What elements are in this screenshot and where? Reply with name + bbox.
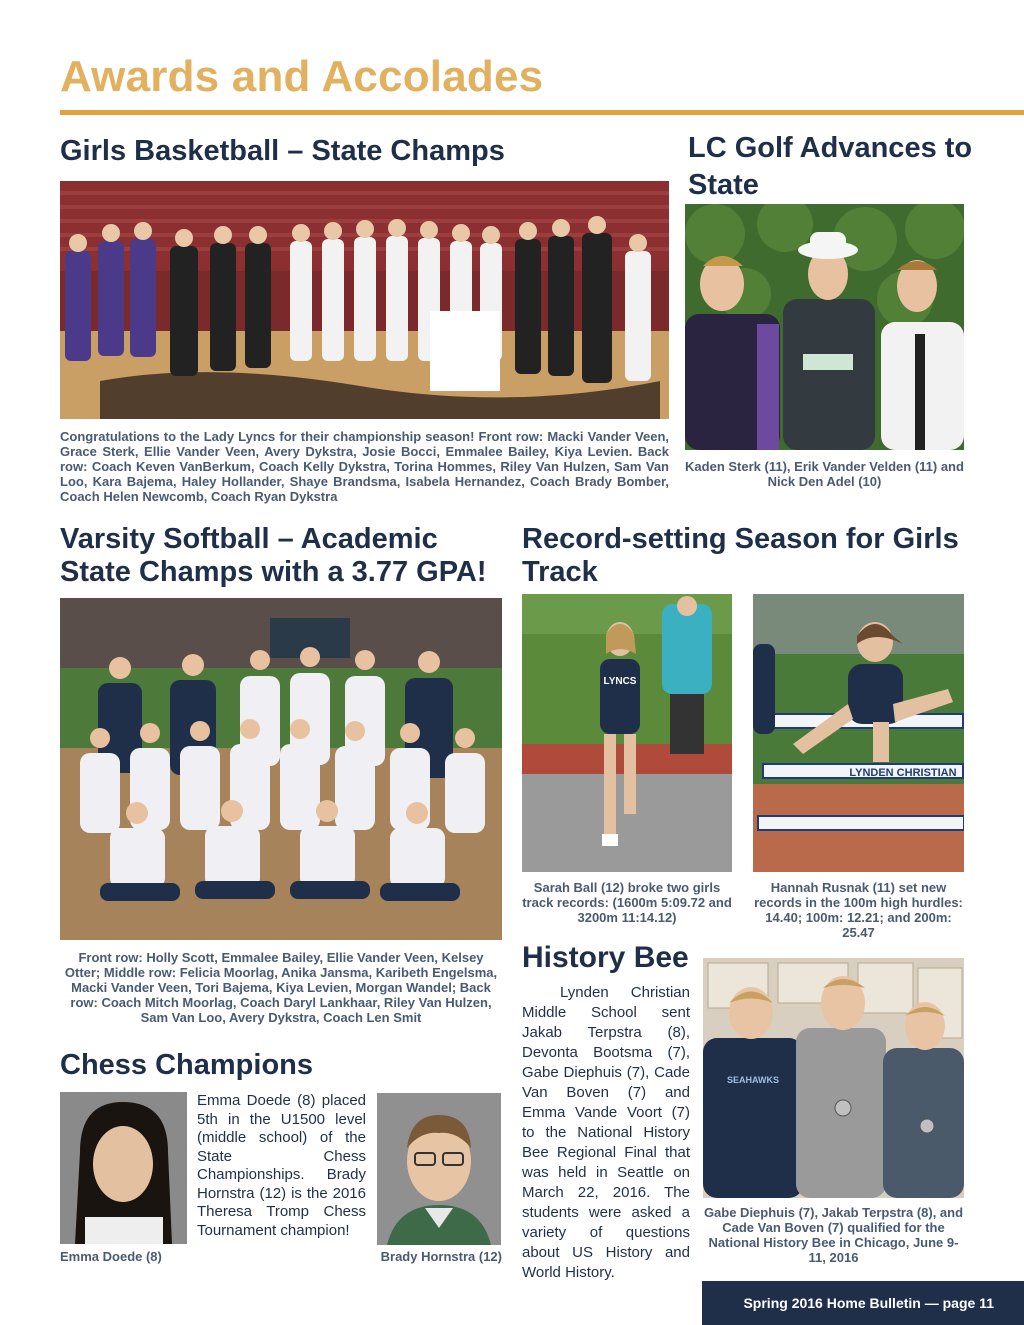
golf-heading: LC Golf Advances to State [688, 132, 973, 201]
basketball-heading: Girls Basketball – State Champs [60, 135, 505, 167]
page-footer: Spring 2016 Home Bulletin — page 11 [702, 1281, 1024, 1325]
golf-caption: Kaden Sterk (11), Erik Vander Velden (11) and Nick Den Adel (10) [685, 459, 964, 489]
softball-team-photo [60, 598, 502, 940]
softball-heading: Varsity Softball – Academic State Champs with a 3.77 GPA! [60, 523, 487, 588]
hannah-rusnak-caption: Hannah Rusnak (11) set new records in the 100m high hurdles: 14.40; 100m: 12.21; and 200m: 25.47 [754, 880, 963, 940]
emma-doede-portrait [60, 1092, 187, 1244]
chess-heading: Chess Champions [60, 1049, 313, 1081]
shirt-text: SEAHAWKS [726, 1075, 780, 1085]
basketball-caption: Congratulations to the Lady Lyncs for their championship season! Front row: Macki Vander Veen, Grace Sterk, Ellie Vander Veen, Avery Dykstra, Josie Bocci, Emmalee Bailey, Kiya Levien. Back row: Coach Keven VanBerkum, Coach Kelly Dykstra, Torina Hommes, Riley Van Hulzen, Sam Van Loo, Kara Bajema, Haley Hollander, Shaye Brandsma, Isabela Hernandez, Coach Brady Bomber, Coach Helen Newcomb, Coach Ryan Dykstra [60, 429, 669, 504]
chess-body: Emma Doede (8) placed 5th in the U1500 level (middle school) of the State Chess Championships. Brady Hornstra (12) is the 2016 Theresa Tromp Chess Tournament champion! [197, 1092, 366, 1239]
emma-doede-caption: Emma Doede (8) [60, 1249, 162, 1264]
history-bee-body: Lynden Christian Middle School sent Jakab Terpstra (8), Devonta Bootsma (7), Gabe Diephuis (7), Cade Van Boven (7) and Emma Vande Voort (7) to the National History Bee Regional Final that was held in Seattle on March 22, 2016. The students were asked a variety of questions about US History and World History. [522, 984, 690, 1281]
history-bee-students-photo [703, 958, 964, 1198]
brady-hornstra-caption: Brady Hornstra (12) [380, 1249, 502, 1264]
hannah-rusnak-hurdles-photo [753, 594, 964, 872]
jersey-text: LYNCS [603, 676, 637, 687]
golf-team-photo [685, 204, 964, 450]
track-heading: Record-setting Season for Girls Track [522, 523, 959, 588]
history-bee-caption: Gabe Diephuis (7), Jakab Terpstra (8), and Cade Van Boven (7) qualified for the National History Bee in Chicago, June 9-11, 2016 [703, 1205, 964, 1265]
basketball-team-photo [60, 181, 669, 419]
page-title: Awards and Accolades [60, 52, 544, 101]
hurdle-banner-text: LYNDEN CHRISTIAN [849, 767, 957, 779]
brady-hornstra-portrait [377, 1093, 501, 1245]
sarah-ball-running-photo [522, 594, 732, 872]
title-rule [60, 110, 1024, 115]
history-bee-heading: History Bee [522, 941, 689, 974]
sarah-ball-caption: Sarah Ball (12) broke two girls track records: (1600m 5:09.72 and 3200m 11:14.12) [522, 880, 732, 925]
softball-caption: Front row: Holly Scott, Emmalee Bailey, Ellie Vander Veen, Kelsey Otter; Middle row: Felicia Moorlag, Anika Jansma, Karibeth Engelsma, Macki Vander Veen, Tori Bajema, Kiya Levien, Morgan Wandel; Back row: Coach Mitch Moorlag, Coach Daryl Lankhaar, Riley Van Hulzen, Sam Van Loo, Avery Dykstra, Coach Len Smit [64, 950, 498, 1025]
